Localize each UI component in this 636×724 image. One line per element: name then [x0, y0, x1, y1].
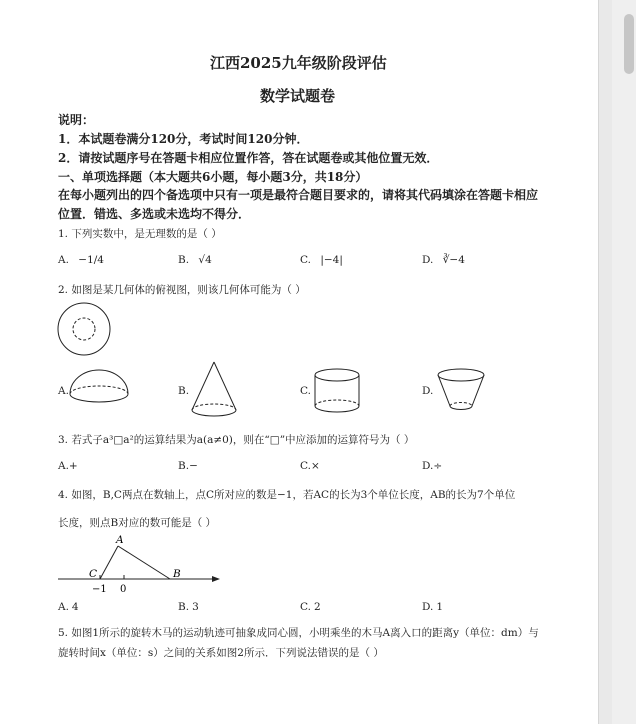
point-a-label: A — [116, 534, 124, 546]
q1-option-a-value: −1/4 — [78, 254, 104, 266]
exam-subtitle: 数学试题卷 — [260, 87, 336, 105]
frustum-figure — [434, 366, 488, 416]
q2-option-d-label: D. — [422, 385, 434, 397]
cone-figure — [188, 360, 240, 420]
instructions-heading: 说明： — [58, 113, 95, 127]
instruction-1: 1．本试题卷满分120分，考试时间120分钟． — [58, 132, 309, 146]
point-c-label: C — [89, 568, 98, 580]
number-line-figure — [56, 532, 222, 596]
q1-option-b-value: √4 — [198, 254, 212, 266]
q1-option-c: C. |−4| — [300, 254, 343, 266]
vertical-scrollbar[interactable] — [612, 0, 636, 724]
q1-option-d: D. ∛−4 — [422, 254, 465, 266]
q4-option-c: C. 2 — [300, 601, 321, 613]
instruction-2: 2．请按试题序号在答题卡相应位置作答，答在试题卷或其他位置无效． — [58, 151, 439, 165]
top-view-figure — [55, 300, 115, 360]
section-heading: 一、单项选择题（本大题共6小题，每小题3分，共18分） — [58, 170, 368, 184]
question-1-stem: 1. 下列实数中，是无理数的是（ ） — [58, 228, 222, 240]
tick-zero-label: 0 — [120, 584, 127, 595]
cylinder-figure — [310, 366, 364, 418]
question-2-stem: 2. 如图是某几何体的俯视图，则该几何体可能为（ ） — [58, 284, 306, 296]
question-4-stem-line2: 长度，则点B对应的数可能是（ ） — [58, 517, 217, 529]
q1-option-a: A. −1/4 — [58, 254, 104, 266]
question-3-stem: 3. 若式子a³□a²的运算结果为a(a≠0)，则在“□”中应添加的运算符号为（ ） — [58, 434, 415, 446]
q3-option-b: B.− — [178, 460, 198, 472]
q1-option-c-value: |−4| — [320, 254, 343, 266]
q2-option-c-label: C. — [300, 385, 311, 397]
q1-option-b: B. √4 — [178, 254, 212, 266]
q4-option-a: A. 4 — [58, 601, 79, 613]
exam-title: 江西2025九年级阶段评估 — [210, 54, 387, 72]
section-desc-line1: 在每小题列出的四个备选项中只有一项是最符合题目要求的，请将其代码填涂在答题卡相应 — [58, 188, 539, 202]
q3-option-d: D.÷ — [422, 460, 443, 472]
question-4-stem-line1: 4. 如图，B,C两点在数轴上，点C所对应的数是−1，若AC的长为3个单位长度，AB的长为7个单位 — [58, 489, 516, 501]
q2-option-a-label: A. — [58, 385, 69, 397]
q3-option-a: A.+ — [58, 460, 78, 472]
tick-minus-one-label: −1 — [92, 584, 107, 595]
question-5-stem-line1: 5. 如图1所示的旋转木马的运动轨迹可抽象成同心圆，小明乘坐的木马A离入口的距离y（单位：dm）与 — [58, 627, 539, 639]
q4-option-b: B. 3 — [178, 601, 199, 613]
q3-option-c: C.× — [300, 460, 320, 472]
q4-option-d: D. 1 — [422, 601, 444, 613]
section-desc-line2: 位置．错选、多选或未选均不得分． — [58, 207, 251, 221]
q2-option-b-label: B. — [178, 385, 190, 397]
point-b-label: B — [173, 568, 181, 580]
scrollbar-thumb[interactable] — [624, 14, 634, 74]
question-5-stem-line2: 旋转时间x（单位：s）之间的关系如图2所示．下列说法错误的是（ ） — [58, 647, 384, 659]
q1-option-d-value: ∛−4 — [442, 254, 465, 266]
hemisphere-figure — [66, 368, 132, 412]
